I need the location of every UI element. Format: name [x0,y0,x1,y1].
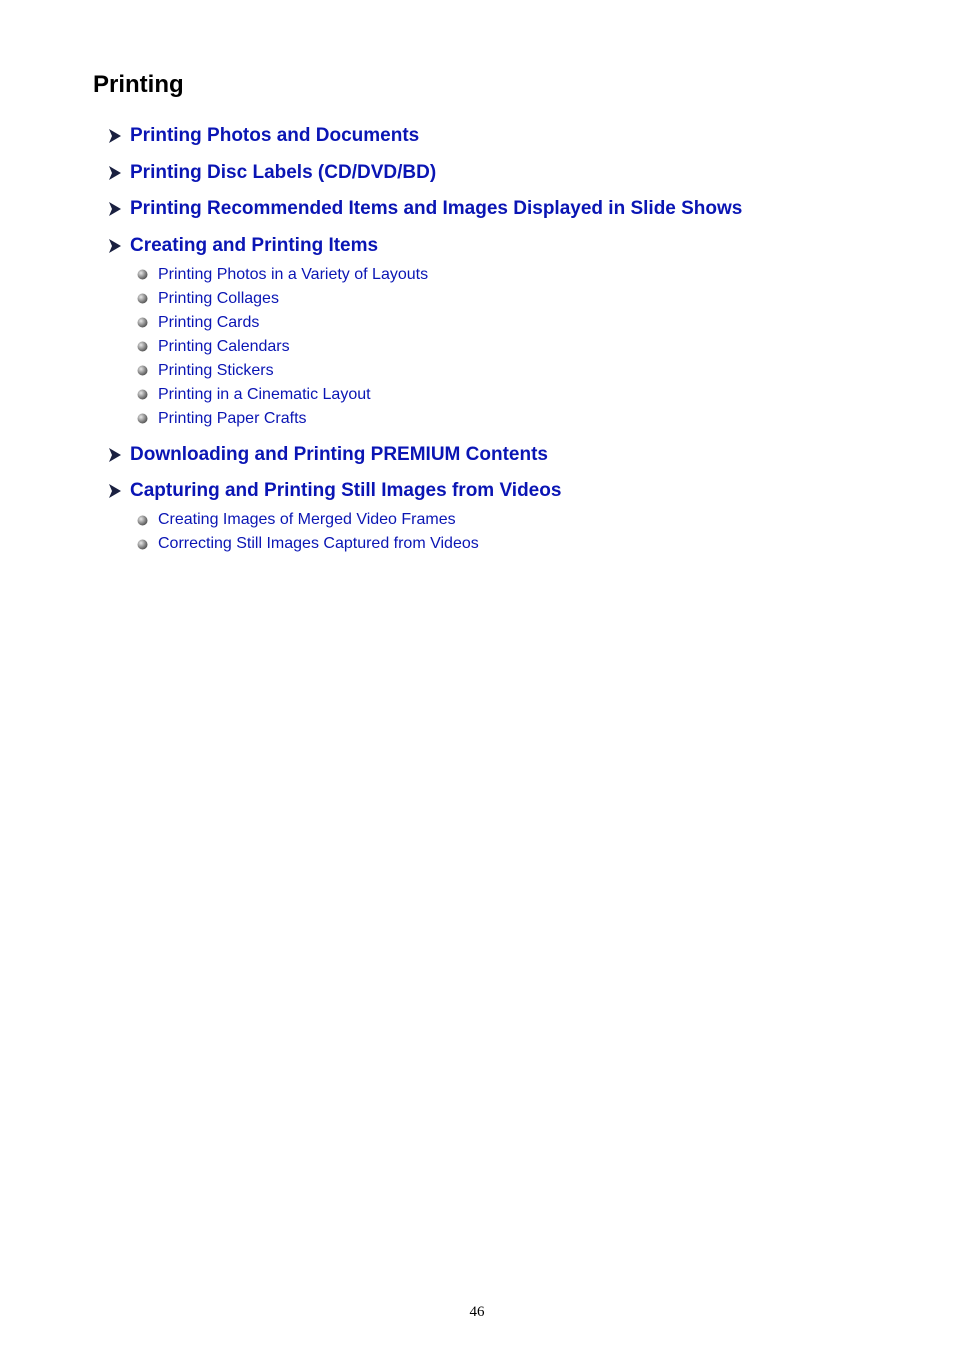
chevron-right-icon [108,128,122,144]
sub-list-item [137,359,928,383]
topic-row [108,195,928,223]
sub-list [108,508,928,556]
topic-row [108,159,928,187]
sub-link-paper-crafts[interactable]: Printing Paper Crafts [158,409,307,427]
page-number: 46 [469,1304,485,1320]
topic-item [108,159,928,187]
sub-list-item [137,311,928,335]
chevron-right-icon [108,165,122,181]
bullet-icon [137,269,148,280]
topic-item [108,195,928,223]
topic-link-still-images-from-videos[interactable]: Capturing and Printing Still Images from Videos [130,480,562,502]
topic-row [108,122,928,150]
bullet-icon [137,539,148,550]
sub-link-collages[interactable]: Printing Collages [158,289,279,307]
bullet-icon [137,317,148,328]
sub-list-item [137,263,928,287]
topic-link-printing-photos-documents[interactable]: Printing Photos and Documents [130,125,420,146]
sub-list [108,263,928,431]
bullet-icon [137,365,148,376]
bullet-icon [137,515,148,526]
sub-list-item [137,407,928,431]
sub-link-variety-of-layouts[interactable]: Printing Photos in a Variety of Layouts [158,265,429,283]
sub-link-stickers[interactable]: Printing Stickers [158,361,274,379]
chevron-right-icon [108,201,122,217]
topic-list [108,122,928,566]
sub-link-cards[interactable]: Printing Cards [158,313,260,331]
topic-item [108,122,928,150]
topic-link-printing-disc-labels[interactable]: Printing Disc Labels (CD/DVD/BD) [130,161,437,183]
chevron-right-icon [108,447,122,463]
sub-list-item [137,287,928,311]
chevron-right-icon [108,238,122,254]
topic-item [108,232,928,431]
topic-item [108,441,928,469]
sub-list-item [137,335,928,359]
sub-link-calendars[interactable]: Printing Calendars [158,337,290,355]
topic-link-premium-contents[interactable]: Downloading and Printing PREMIUM Contents [130,443,548,465]
sub-list-item [137,383,928,407]
sub-link-correcting-still-images[interactable]: Correcting Still Images Captured from Videos [158,535,479,553]
bullet-icon [137,389,148,400]
sub-link-merged-video-frames[interactable]: Creating Images of Merged Video Frames [158,511,456,529]
bullet-icon [137,413,148,424]
bullet-icon [137,341,148,352]
topic-link-creating-printing-items[interactable]: Creating and Printing Items [130,235,379,257]
page-title: Printing [93,71,184,98]
sub-list-item [137,532,928,556]
topic-row [108,441,928,469]
sub-link-cinematic-layout[interactable]: Printing in a Cinematic Layout [158,385,371,403]
chevron-right-icon [108,483,122,499]
topic-row [108,477,928,505]
sub-list-item [137,508,928,532]
topic-link-printing-recommended-items[interactable]: Printing Recommended Items and Images Displayed in Slide Shows [130,198,743,220]
topic-item [108,477,928,556]
bullet-icon [137,293,148,304]
topic-row [108,232,928,260]
